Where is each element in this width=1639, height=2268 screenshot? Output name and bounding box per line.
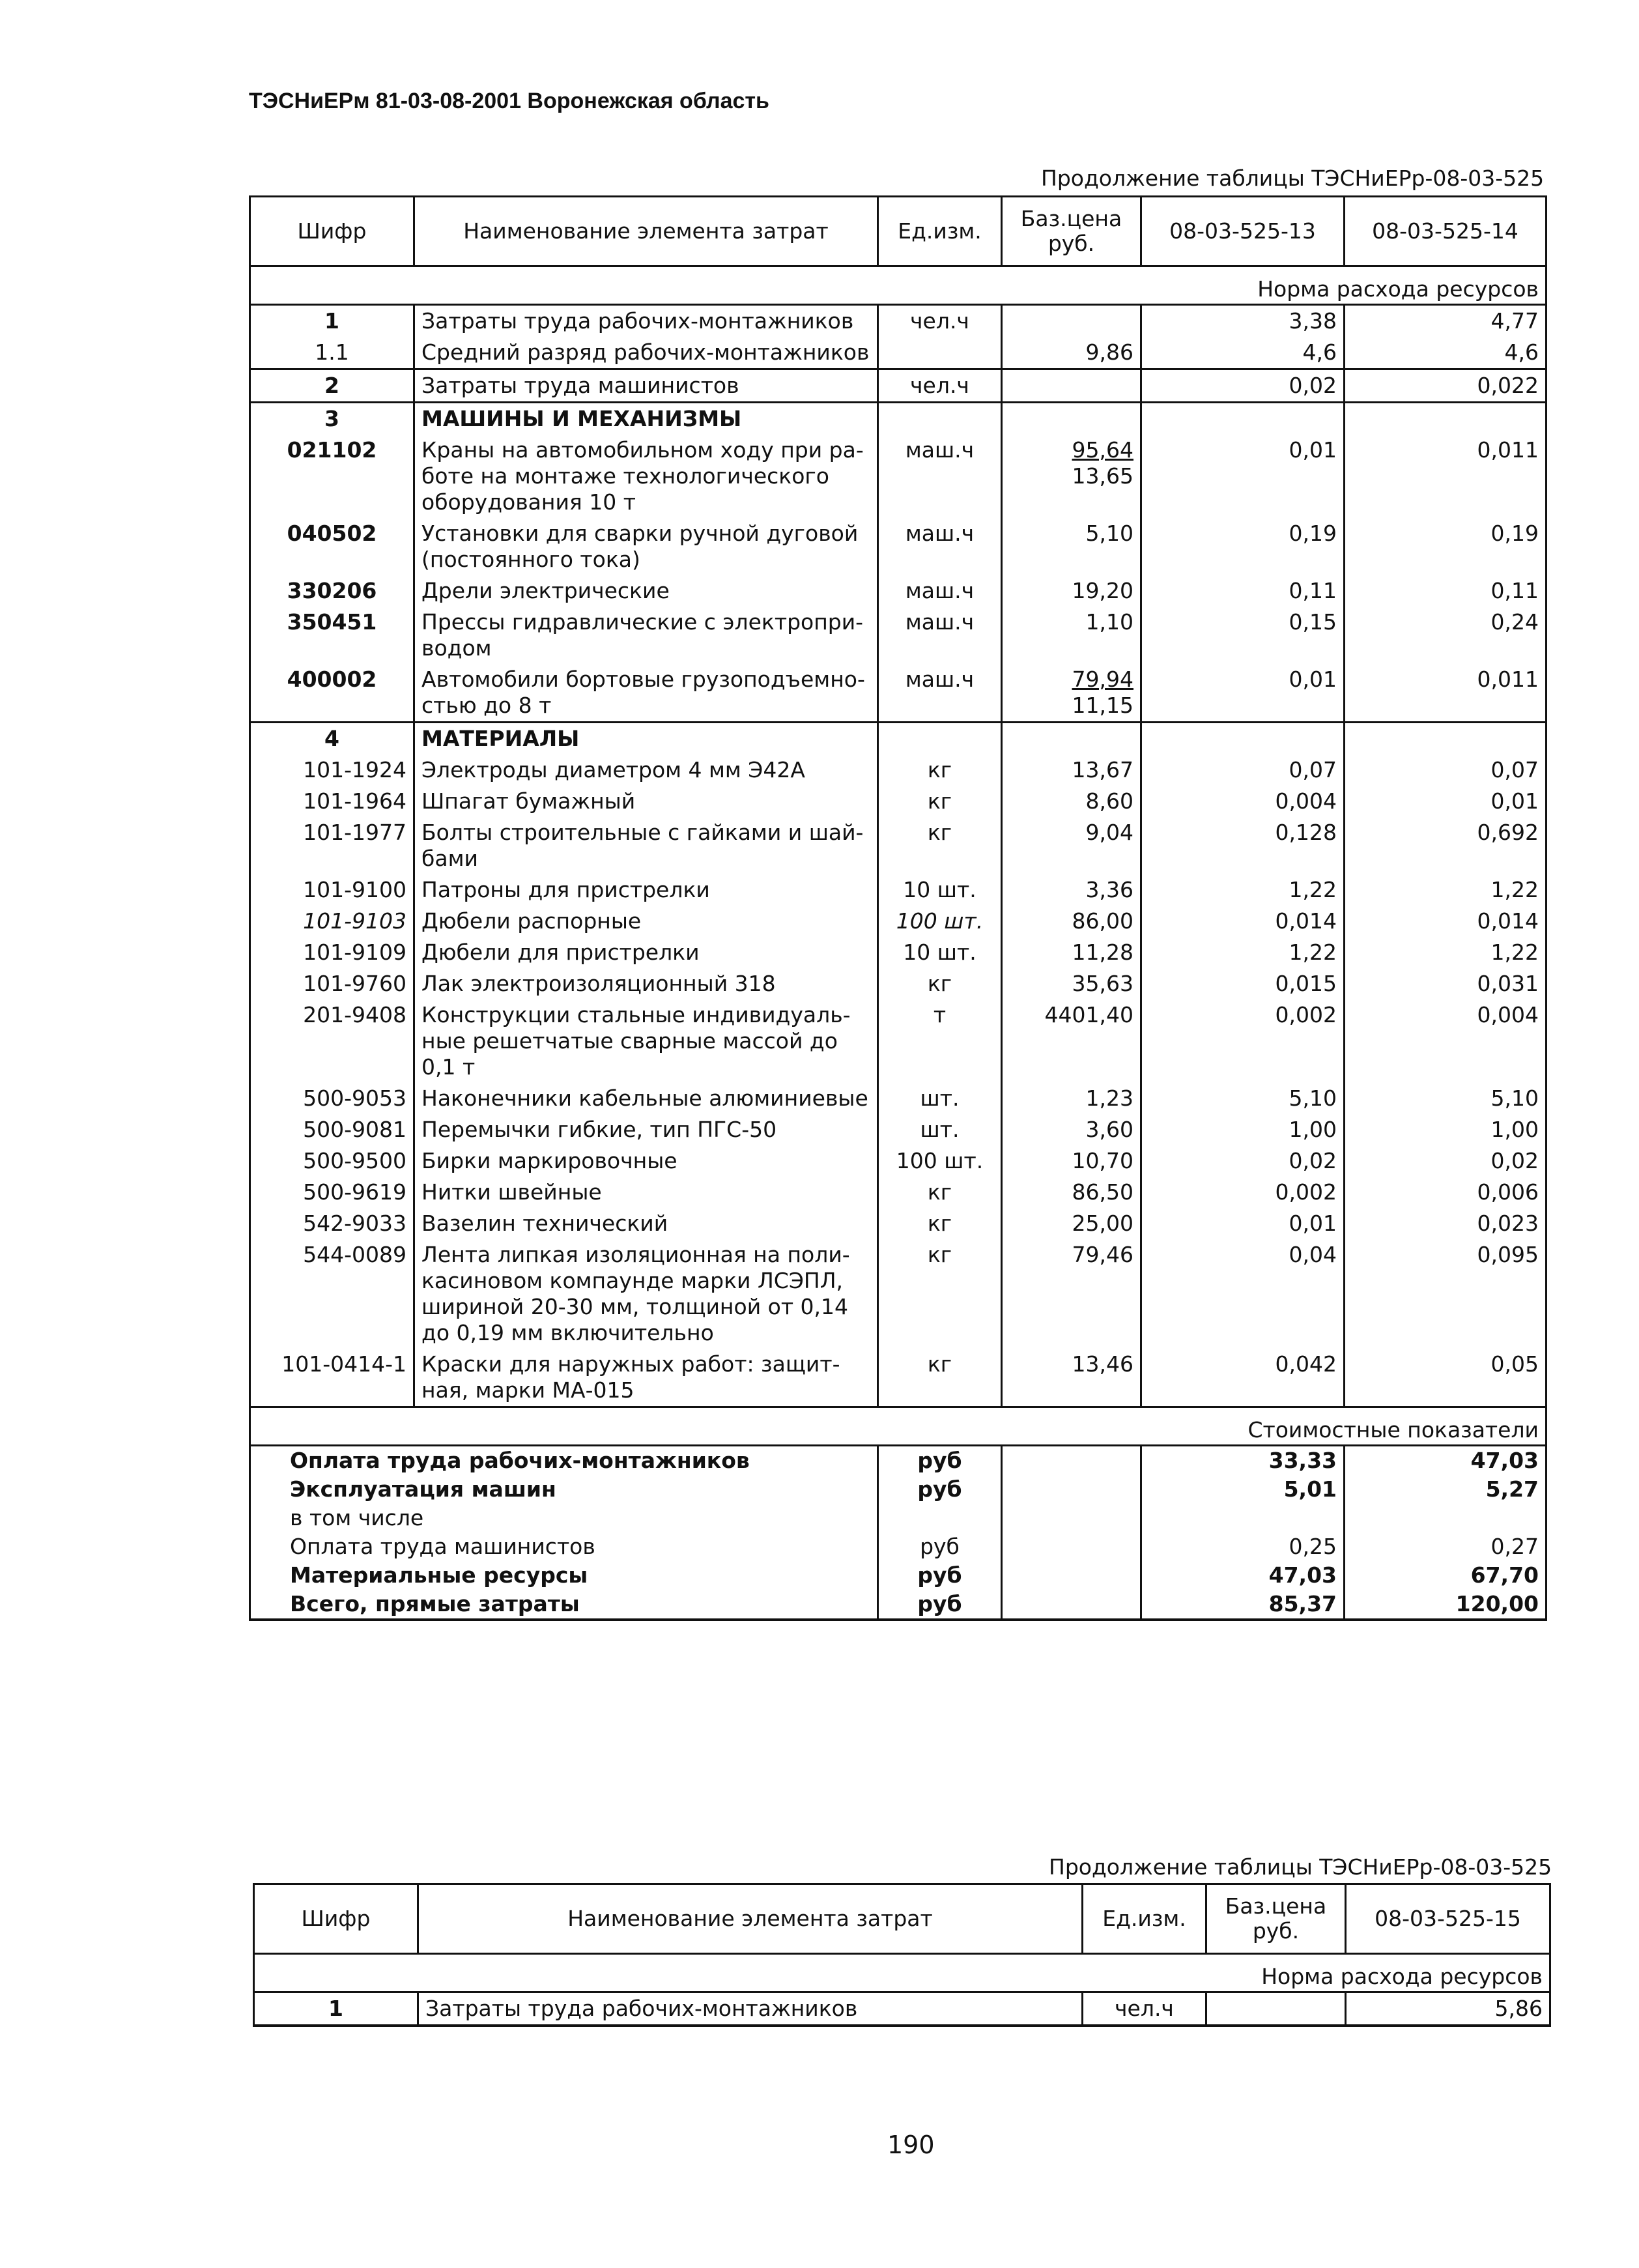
row-value-525-13: 4,6 bbox=[1141, 337, 1345, 369]
col-header-525-15: 08-03-525-15 bbox=[1346, 1884, 1550, 1954]
row-price bbox=[1002, 435, 1141, 518]
row-unit: 100 шт. bbox=[878, 906, 1002, 937]
row-price: 4401,40 bbox=[1002, 999, 1141, 1083]
cost-band: Стоимостные показатели bbox=[250, 1407, 1546, 1446]
row-value-525-14: 0,01 bbox=[1345, 786, 1546, 817]
row-name: Дюбели для пристрелки bbox=[414, 937, 878, 968]
cost-value-525-14: 0,27 bbox=[1345, 1532, 1546, 1561]
row-code: 400002 bbox=[250, 664, 414, 723]
cost-row bbox=[250, 1561, 1546, 1590]
row-unit: маш.ч bbox=[878, 607, 1002, 664]
row-name: Наконечники кабельные алюминиевые bbox=[414, 1083, 878, 1114]
row-value-525-13: 0,01 bbox=[1141, 435, 1345, 518]
row-value-525-14 bbox=[1345, 723, 1546, 755]
table-row bbox=[250, 723, 1546, 755]
row-unit: кг bbox=[878, 968, 1002, 999]
cost-price-empty bbox=[1002, 1590, 1141, 1620]
row-price: 9,86 bbox=[1002, 337, 1141, 369]
row-price: 9,04 bbox=[1002, 817, 1141, 874]
table-row bbox=[250, 874, 1546, 906]
row-value-525-14: 0,011 bbox=[1345, 664, 1546, 723]
row-code: 350451 bbox=[250, 607, 414, 664]
cost-unit: руб bbox=[878, 1590, 1002, 1620]
row-value-525-14: 0,031 bbox=[1345, 968, 1546, 999]
cost-value-525-13: 33,33 bbox=[1141, 1446, 1345, 1476]
cost-row bbox=[250, 1590, 1546, 1620]
cost-label: Оплата труда машинистов bbox=[250, 1532, 878, 1561]
row-name: Дюбели распорные bbox=[414, 906, 878, 937]
row-code: 201-9408 bbox=[250, 999, 414, 1083]
row-price: 1,10 bbox=[1002, 607, 1141, 664]
row-value-525-13: 0,01 bbox=[1141, 664, 1345, 723]
row-code: 101-9109 bbox=[250, 937, 414, 968]
row-name: Перемычки гибкие, тип ПГС-50 bbox=[414, 1114, 878, 1145]
row-value-525-13: 0,042 bbox=[1141, 1349, 1345, 1407]
col-header-code: Шифр bbox=[250, 197, 414, 266]
row-value-525-14: 5,10 bbox=[1345, 1083, 1546, 1114]
row-code: 101-9103 bbox=[250, 906, 414, 937]
row-name: Автомобили бортовые грузоподъемно- стью до 8 т bbox=[414, 664, 878, 723]
table-row bbox=[250, 664, 1546, 723]
row-name: Электроды диаметром 4 мм Э42А bbox=[414, 754, 878, 786]
row-value-525-13: 0,128 bbox=[1141, 817, 1345, 874]
row-value-525-14: 0,004 bbox=[1345, 999, 1546, 1083]
table-row bbox=[250, 1208, 1546, 1239]
row-price: 13,46 bbox=[1002, 1349, 1141, 1407]
cost-row bbox=[250, 1446, 1546, 1476]
cost-price-empty bbox=[1002, 1475, 1141, 1504]
row-name: Прессы гидравлические с электропри- водом bbox=[414, 607, 878, 664]
row-value-525-13: 1,22 bbox=[1141, 937, 1345, 968]
row-value-525-13: 0,014 bbox=[1141, 906, 1345, 937]
table-row bbox=[250, 403, 1546, 435]
row-value-525-13: 0,002 bbox=[1141, 1177, 1345, 1208]
row-unit: чел.ч bbox=[1083, 1992, 1206, 2026]
row-value-525-14: 1,00 bbox=[1345, 1114, 1546, 1145]
cost-value-525-13: 0,25 bbox=[1141, 1532, 1345, 1561]
row-unit: маш.ч bbox=[878, 575, 1002, 607]
table-row bbox=[250, 1239, 1546, 1349]
row-name: Вазелин технический bbox=[414, 1208, 878, 1239]
row-code: 542-9033 bbox=[250, 1208, 414, 1239]
row-value-525-14: 0,023 bbox=[1345, 1208, 1546, 1239]
row-unit: шт. bbox=[878, 1083, 1002, 1114]
resource-table-1 bbox=[249, 195, 1547, 1621]
row-code: 101-9100 bbox=[250, 874, 414, 906]
row-unit: кг bbox=[878, 1349, 1002, 1407]
price-underlined: 95,64 bbox=[1072, 437, 1133, 463]
row-value-525-14: 4,77 bbox=[1345, 305, 1546, 337]
cost-unit: руб bbox=[878, 1475, 1002, 1504]
cost-label: Материальные ресурсы bbox=[250, 1561, 878, 1590]
row-value-525-14: 0,19 bbox=[1345, 518, 1546, 575]
cost-value-525-14: 47,03 bbox=[1345, 1446, 1546, 1476]
col-header-unit: Ед.изм. bbox=[878, 197, 1002, 266]
cost-unit: руб bbox=[878, 1561, 1002, 1590]
row-code: 101-0414-1 bbox=[250, 1349, 414, 1407]
row-price: 3,60 bbox=[1002, 1114, 1141, 1145]
row-price bbox=[1002, 723, 1141, 755]
row-code: 500-9053 bbox=[250, 1083, 414, 1114]
row-name: Затраты труда рабочих-монтажников bbox=[418, 1992, 1083, 2026]
row-value-525-14: 1,22 bbox=[1345, 874, 1546, 906]
row-name: Лак электроизоляционный 318 bbox=[414, 968, 878, 999]
table-row bbox=[250, 1114, 1546, 1145]
cost-row bbox=[250, 1475, 1546, 1504]
row-value-525-14: 0,022 bbox=[1345, 369, 1546, 403]
row-code: 101-1964 bbox=[250, 786, 414, 817]
row-value-525-14 bbox=[1345, 403, 1546, 435]
resource-table-2 bbox=[253, 1883, 1551, 2027]
cost-label: Оплата труда рабочих-монтажников bbox=[250, 1446, 878, 1476]
cost-value-525-14: 67,70 bbox=[1345, 1561, 1546, 1590]
cost-price-empty bbox=[1002, 1446, 1141, 1476]
row-unit: чел.ч bbox=[878, 369, 1002, 403]
cost-price-empty bbox=[1002, 1504, 1141, 1532]
row-code: 021102 bbox=[250, 435, 414, 518]
row-code: 500-9081 bbox=[250, 1114, 414, 1145]
col-header-name: Наименование элемента затрат bbox=[418, 1884, 1083, 1954]
col-header-525-14: 08-03-525-14 bbox=[1345, 197, 1546, 266]
row-name: Краны на автомобильном ходу при ра- боте на монтаже технологического оборудования 10 т bbox=[414, 435, 878, 518]
row-value-525-13: 0,02 bbox=[1141, 1145, 1345, 1177]
row-code: 500-9500 bbox=[250, 1145, 414, 1177]
row-name: Краски для наружных работ: защит- ная, марки МА-015 bbox=[414, 1349, 878, 1407]
row-unit: кг bbox=[878, 1239, 1002, 1349]
row-value-525-14: 0,095 bbox=[1345, 1239, 1546, 1349]
cost-row bbox=[250, 1504, 1546, 1532]
row-name: Шпагат бумажный bbox=[414, 786, 878, 817]
cost-value-525-13 bbox=[1141, 1504, 1345, 1532]
table2-caption: Продолжение таблицы ТЭСНиЕРр-08-03-525 bbox=[1049, 1854, 1552, 1880]
row-price bbox=[1002, 403, 1141, 435]
row-name: Затраты труда рабочих-монтажников bbox=[414, 305, 878, 337]
table-row bbox=[250, 369, 1546, 403]
table-row bbox=[250, 1349, 1546, 1407]
table-row bbox=[250, 607, 1546, 664]
row-value-525-13: 0,004 bbox=[1141, 786, 1345, 817]
table-row bbox=[250, 1145, 1546, 1177]
row-value-525-14: 0,07 bbox=[1345, 754, 1546, 786]
row-unit: шт. bbox=[878, 1114, 1002, 1145]
col-header-unit: Ед.изм. bbox=[1083, 1884, 1206, 1954]
cost-price-empty bbox=[1002, 1532, 1141, 1561]
col-header-name: Наименование элемента затрат bbox=[414, 197, 878, 266]
row-value-525-13: 3,38 bbox=[1141, 305, 1345, 337]
row-price: 79,46 bbox=[1002, 1239, 1141, 1349]
row-value-525-14: 1,22 bbox=[1345, 937, 1546, 968]
price-secondary: 11,15 bbox=[1072, 693, 1133, 718]
row-value-525-14: 0,692 bbox=[1345, 817, 1546, 874]
row-value-525-14: 4,6 bbox=[1345, 337, 1546, 369]
row-unit: т bbox=[878, 999, 1002, 1083]
cost-value-525-14: 120,00 bbox=[1345, 1590, 1546, 1620]
row-unit: маш.ч bbox=[878, 435, 1002, 518]
row-unit bbox=[878, 723, 1002, 755]
row-unit: 10 шт. bbox=[878, 937, 1002, 968]
row-value-525-13: 0,02 bbox=[1141, 369, 1345, 403]
row-value-525-13: 0,01 bbox=[1141, 1208, 1345, 1239]
row-name: Средний разряд рабочих-монтажников bbox=[414, 337, 878, 369]
row-unit: кг bbox=[878, 1208, 1002, 1239]
table-row bbox=[250, 937, 1546, 968]
cost-value-525-13: 5,01 bbox=[1141, 1475, 1345, 1504]
row-price: 5,10 bbox=[1002, 518, 1141, 575]
row-name: Патроны для пристрелки bbox=[414, 874, 878, 906]
row-unit bbox=[878, 337, 1002, 369]
row-value-525-13: 0,19 bbox=[1141, 518, 1345, 575]
row-name: МАШИНЫ И МЕХАНИЗМЫ bbox=[414, 403, 878, 435]
row-value-525-13: 5,10 bbox=[1141, 1083, 1345, 1114]
row-value-525-14: 0,014 bbox=[1345, 906, 1546, 937]
cost-value-525-14 bbox=[1345, 1504, 1546, 1532]
row-name: Лента липкая изоляционная на поли- касиновом компаунде марки ЛСЭПЛ, шириной 20-30 мм, толщиной от 0,14 до 0,19 мм включительно bbox=[414, 1239, 878, 1349]
row-value-525-13: 0,15 bbox=[1141, 607, 1345, 664]
row-price bbox=[1206, 1992, 1346, 2026]
table-row bbox=[250, 999, 1546, 1083]
col-header-525-13: 08-03-525-13 bbox=[1141, 197, 1345, 266]
row-unit: кг bbox=[878, 1177, 1002, 1208]
cost-value-525-13: 47,03 bbox=[1141, 1561, 1345, 1590]
row-name: Дрели электрические bbox=[414, 575, 878, 607]
row-code: 101-1924 bbox=[250, 754, 414, 786]
price-underlined: 79,94 bbox=[1072, 667, 1133, 692]
row-unit: кг bbox=[878, 786, 1002, 817]
row-price: 3,36 bbox=[1002, 874, 1141, 906]
page-number: 190 bbox=[887, 2131, 935, 2159]
row-price: 86,00 bbox=[1002, 906, 1141, 937]
row-unit: кг bbox=[878, 754, 1002, 786]
row-code: 330206 bbox=[250, 575, 414, 607]
row-code: 4 bbox=[250, 723, 414, 755]
table-row bbox=[250, 518, 1546, 575]
table-row bbox=[250, 337, 1546, 369]
row-value-525-13: 1,22 bbox=[1141, 874, 1345, 906]
row-value-525-14: 0,02 bbox=[1345, 1145, 1546, 1177]
row-value-525-13 bbox=[1141, 403, 1345, 435]
row-value-525-13: 0,04 bbox=[1141, 1239, 1345, 1349]
row-unit bbox=[878, 403, 1002, 435]
row-value-525-13: 0,015 bbox=[1141, 968, 1345, 999]
table-row bbox=[250, 968, 1546, 999]
row-code: 2 bbox=[250, 369, 414, 403]
row-name: Конструкции стальные индивидуаль- ные решетчатые сварные массой до 0,1 т bbox=[414, 999, 878, 1083]
row-value-525-14: 0,05 bbox=[1345, 1349, 1546, 1407]
row-unit: 10 шт. bbox=[878, 874, 1002, 906]
row-price: 10,70 bbox=[1002, 1145, 1141, 1177]
row-value-525-15: 5,86 bbox=[1346, 1992, 1550, 2026]
cost-value-525-13: 85,37 bbox=[1141, 1590, 1345, 1620]
price-secondary: 13,65 bbox=[1072, 463, 1133, 489]
row-value-525-13 bbox=[1141, 723, 1345, 755]
table-row bbox=[254, 1992, 1550, 2026]
row-value-525-13: 0,11 bbox=[1141, 575, 1345, 607]
cost-label: Эксплуатация машин bbox=[250, 1475, 878, 1504]
row-value-525-14: 0,006 bbox=[1345, 1177, 1546, 1208]
row-value-525-14: 0,011 bbox=[1345, 435, 1546, 518]
norm-band: Норма расхода ресурсов bbox=[250, 266, 1546, 305]
row-name: Установки для сварки ручной дуговой (постоянного тока) bbox=[414, 518, 878, 575]
cost-unit: руб bbox=[878, 1446, 1002, 1476]
row-code: 040502 bbox=[250, 518, 414, 575]
row-code: 544-0089 bbox=[250, 1239, 414, 1349]
row-name: Затраты труда машинистов bbox=[414, 369, 878, 403]
row-code: 500-9619 bbox=[250, 1177, 414, 1208]
row-price: 86,50 bbox=[1002, 1177, 1141, 1208]
row-value-525-13: 0,002 bbox=[1141, 999, 1345, 1083]
table-row bbox=[250, 305, 1546, 337]
cost-price-empty bbox=[1002, 1561, 1141, 1590]
row-name: Нитки швейные bbox=[414, 1177, 878, 1208]
row-code: 3 bbox=[250, 403, 414, 435]
col-header-code: Шифр bbox=[254, 1884, 418, 1954]
row-value-525-14: 0,24 bbox=[1345, 607, 1546, 664]
row-name: Болты строительные с гайками и шай- бами bbox=[414, 817, 878, 874]
row-unit: маш.ч bbox=[878, 518, 1002, 575]
cost-label: Всего, прямые затраты bbox=[250, 1590, 878, 1620]
row-value-525-13: 1,00 bbox=[1141, 1114, 1345, 1145]
row-code: 101-1977 bbox=[250, 817, 414, 874]
table-row bbox=[250, 1083, 1546, 1114]
table-row bbox=[250, 435, 1546, 518]
cost-row bbox=[250, 1532, 1546, 1561]
row-price: 19,20 bbox=[1002, 575, 1141, 607]
row-unit: чел.ч bbox=[878, 305, 1002, 337]
row-code: 1 bbox=[250, 305, 414, 337]
row-name: Бирки маркировочные bbox=[414, 1145, 878, 1177]
document-title: ТЭСНиЕРм 81-03-08-2001 Воронежская область bbox=[249, 89, 769, 113]
col-header-price: Баз.цена руб. bbox=[1002, 197, 1141, 266]
table-row bbox=[250, 906, 1546, 937]
row-unit: 100 шт. bbox=[878, 1145, 1002, 1177]
row-unit: кг bbox=[878, 817, 1002, 874]
row-value-525-14: 0,11 bbox=[1345, 575, 1546, 607]
norm-band: Норма расхода ресурсов bbox=[254, 1954, 1550, 1992]
row-price: 35,63 bbox=[1002, 968, 1141, 999]
table-row bbox=[250, 575, 1546, 607]
row-price: 11,28 bbox=[1002, 937, 1141, 968]
cost-label: в том числе bbox=[250, 1504, 878, 1532]
row-code: 1 bbox=[254, 1992, 418, 2026]
cost-unit: руб bbox=[878, 1532, 1002, 1561]
row-price bbox=[1002, 664, 1141, 723]
row-price: 25,00 bbox=[1002, 1208, 1141, 1239]
row-code: 101-9760 bbox=[250, 968, 414, 999]
table-row bbox=[250, 817, 1546, 874]
cost-unit bbox=[878, 1504, 1002, 1532]
table-row bbox=[250, 754, 1546, 786]
table-row bbox=[250, 1177, 1546, 1208]
row-price bbox=[1002, 305, 1141, 337]
table1-caption: Продолжение таблицы ТЭСНиЕРр-08-03-525 bbox=[1041, 165, 1545, 191]
col-header-price: Баз.цена руб. bbox=[1206, 1884, 1346, 1954]
row-unit: маш.ч bbox=[878, 664, 1002, 723]
row-price: 1,23 bbox=[1002, 1083, 1141, 1114]
row-price: 13,67 bbox=[1002, 754, 1141, 786]
row-value-525-13: 0,07 bbox=[1141, 754, 1345, 786]
row-price: 8,60 bbox=[1002, 786, 1141, 817]
row-price bbox=[1002, 369, 1141, 403]
row-code: 1.1 bbox=[250, 337, 414, 369]
table-row bbox=[250, 786, 1546, 817]
row-name: МАТЕРИАЛЫ bbox=[414, 723, 878, 755]
cost-value-525-14: 5,27 bbox=[1345, 1475, 1546, 1504]
